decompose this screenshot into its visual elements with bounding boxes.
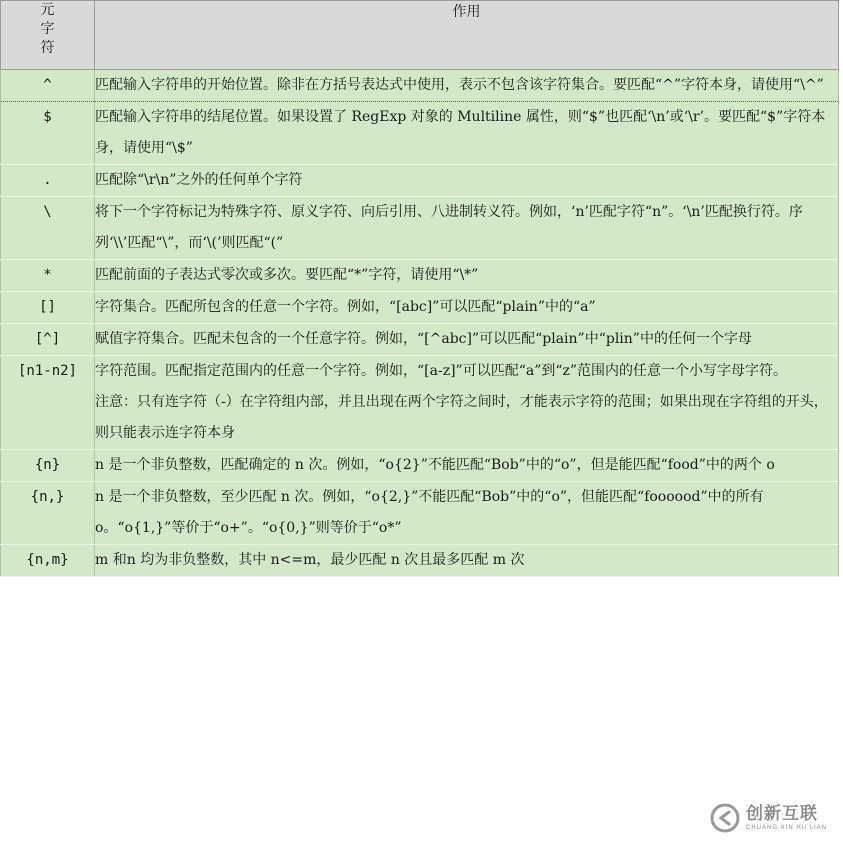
char-cell: .: [1, 165, 95, 197]
desc-cell: [95, 545, 839, 577]
desc-text: 匹配前面的子表达式零次或多次。要匹配“*”字符，请使用“\*”: [95, 267, 479, 283]
char-cell: {n,}: [1, 482, 95, 545]
desc-text: 匹配输入字符串的开始位置。除非在方括号表达式中使用，表示不包含该字符集合。要匹配“^”字符本身，请使用“\^”: [95, 77, 824, 93]
desc-text: 匹配输入字符串的结尾位置。如果设置了 RegExp 对象的 Multiline 属性，则“$”也匹配‘\n’或‘\r’。要匹配“$”字符本身，请使用“\$”: [95, 109, 826, 156]
table-row: [1, 165, 839, 197]
header-char-cell: [1, 1, 95, 70]
char-cell: ^: [1, 70, 95, 102]
table-row: [1, 324, 839, 356]
watermark-name: 创新互联: [745, 803, 818, 824]
desc-cell: [95, 292, 839, 324]
char-cell: []: [1, 292, 95, 324]
char-cell: {n}: [1, 450, 95, 482]
watermark: [702, 799, 835, 837]
desc-cell: [95, 70, 839, 102]
table-row: [1, 70, 839, 102]
desc-cell: [95, 197, 839, 260]
desc-cell: [95, 356, 839, 450]
char-cell: [^]: [1, 324, 95, 356]
char-cell: *: [1, 260, 95, 292]
header-desc-cell: 作用: [95, 1, 839, 70]
watermark-subtitle: CHUANG XIN HU LIAN: [745, 824, 827, 831]
char-cell: \: [1, 197, 95, 260]
table-row: [1, 260, 839, 292]
desc-text: 字符范围。匹配指定范围内的任意一个字符。例如，“[a-z]”可以匹配“a”到“z”范围内的任意一个小写字母字符。: [95, 363, 788, 379]
desc-text: n 是一个非负整数，至少匹配 n 次。例如，“o{2,}”不能匹配“Bob”中的“o”，但能匹配“foooood”中的所有 o。“o{1,}”等价于“o+”。“o{0,}”则等价于“o*”: [95, 489, 764, 536]
table-row: [1, 197, 839, 260]
desc-cell: [95, 450, 839, 482]
desc-text: 匹配除“\r\n”之外的任何单个字符: [95, 172, 303, 188]
desc-cell: [95, 324, 839, 356]
char-cell: [n1-n2]: [1, 356, 95, 450]
char-cell: {n,m}: [1, 545, 95, 577]
desc-cell: [95, 165, 839, 197]
char-cell: $: [1, 102, 95, 165]
header-char-label: 元字符: [40, 2, 55, 56]
brand-logo-icon: [710, 803, 740, 833]
desc-cell: [95, 482, 839, 545]
table-row: [1, 545, 839, 577]
desc-cell: [95, 260, 839, 292]
table-row: [1, 450, 839, 482]
table-row: [1, 102, 839, 165]
table-row: [1, 482, 839, 545]
header-row: [1, 1, 839, 70]
desc-text: m 和n 均为非负整数，其中 n<=m，最少匹配 n 次且最多匹配 m 次: [95, 552, 525, 568]
table-row: [1, 356, 839, 450]
desc-text: 字符集合。匹配所包含的任意一个字符。例如，“[abc]”可以匹配“plain”中的“a”: [95, 299, 596, 315]
desc-text: 将下一个字符标记为特殊字符、原义字符、向后引用、八进制转义符。例如，‘n’匹配字符“n”。‘\n’匹配换行符。序列‘\\’匹配“\”，而‘\(’则匹配“(”: [95, 204, 803, 251]
desc-note-text: 注意：只有连字符（-）在字符组内部，并且出现在两个字符之间时，才能表示字符的范围；如果出现在字符组的开头，则只能表示连字符本身: [95, 394, 828, 441]
desc-cell: [95, 102, 839, 165]
desc-text: 赋值字符集合。匹配未包含的一个任意字符。例如，“[^abc]”可以匹配“plain”中“plin”中的任何一个字母: [95, 331, 752, 347]
desc-text: n 是一个非负整数，匹配确定的 n 次。例如，“o{2}”不能匹配“Bob”中的“o”，但是能匹配“food”中的两个 o: [95, 457, 775, 473]
table-row: [1, 292, 839, 324]
